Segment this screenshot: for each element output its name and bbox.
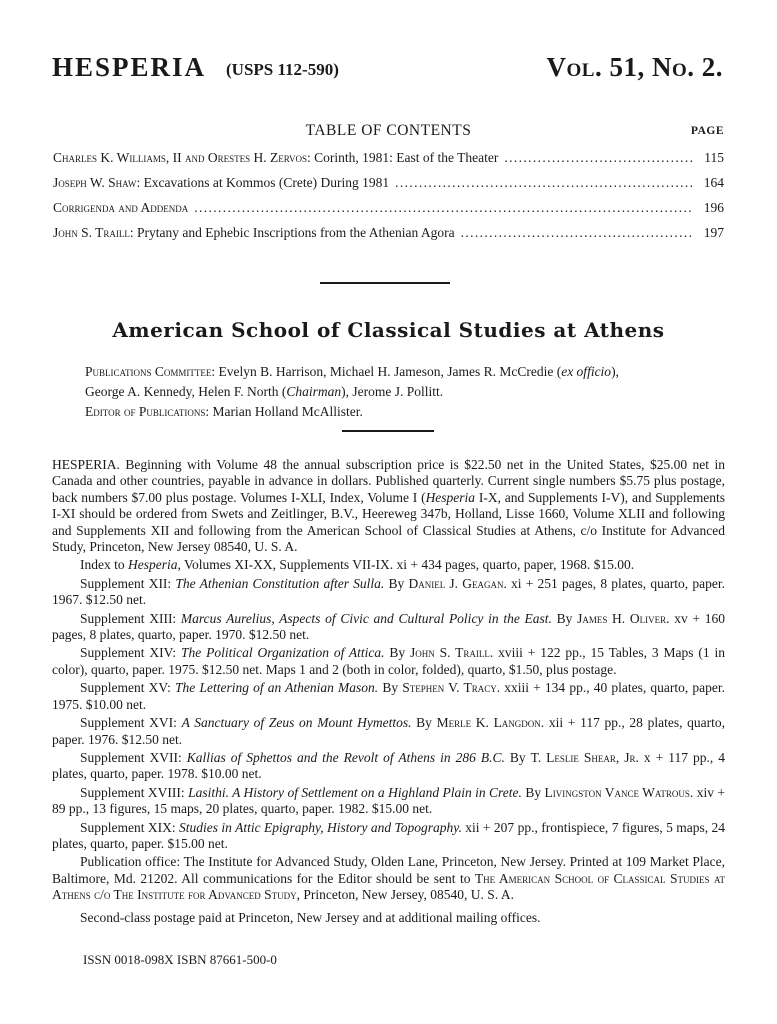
supplement-details: xii + 207 pp., frontispiece, 7 figures, 5 maps, 24 plates, quarto, paper. $15.00 net. [52, 819, 725, 851]
toc-entry-title: : Excavations at Kommos (Crete) During 1981 [136, 175, 390, 190]
supplement-entry [52, 680, 725, 713]
leader-dots [194, 200, 692, 216]
supplement-details: xxiii + 134 pp., 40 plates, quarto, paper. 1975. $10.00 net. [52, 680, 726, 712]
subscription-info [52, 457, 725, 926]
index-italic: Hesperia, [128, 557, 181, 573]
intro-italic: Hesperia [425, 489, 476, 505]
supplement-label: Supplement XII: [80, 575, 176, 591]
chairman-note: Chairman [286, 384, 342, 399]
supplement-title: Kallias of Sphettos and the Revolt of Athens in 286 B.C. [186, 749, 505, 765]
supplement-label: Supplement XVI: [80, 715, 182, 731]
school-name: American School of Classical Studies at Athens [112, 318, 665, 342]
leader-dots [461, 225, 692, 241]
supplement-entry [52, 611, 725, 644]
supplement-label: Supplement XVIII: [80, 784, 189, 800]
toc-entry-page: 197 [703, 225, 724, 240]
supplement-details: xiv + 89 pp., 13 figures, 15 maps, 20 plates, quarto, paper. 1982. $15.00 net. [52, 784, 725, 817]
publication-office-text: Publication office: The Institute for Advanced Study, Olden Lane, Princeton, New Jersey. Printed at 109 Market Place, Baltimore, Md. 21202. All communications for the Editor should be sent to [52, 854, 725, 886]
ex-officio-note: ex officio [561, 364, 612, 379]
index-post: Volumes XI-XX, Supplements VII-IX. xi + 434 pages, quarto, paper, 1968. $15.00. [180, 557, 635, 573]
committee-label: Publications Committee [85, 364, 212, 379]
index-pre: Index to [80, 557, 128, 573]
supplement-title: The Political Organization of Attica. [180, 645, 385, 661]
editor-name: : Marian Holland McAllister. [205, 404, 363, 419]
divider [342, 430, 434, 432]
supplement-title: Lasithi. A History of Settlement on a Highland Plain in Crete. [188, 784, 522, 800]
supplement-details: xi + 251 pages, 8 plates, quarto, paper. 1967. $12.50 net. [52, 575, 725, 608]
toc-entry[interactable] [53, 200, 724, 220]
supplement-details: xviii + 122 pp., 15 Tables, 3 Maps (1 in color), quarto, paper. 1975. $12.50 net. Maps 1 and 2 (both in color, folded), quarto, $1.50, plus postage. [52, 645, 725, 677]
toc-entry-page: 164 [703, 175, 724, 190]
supplement-title: A Sanctuary of Zeus on Mount Hymettos. [181, 715, 412, 731]
toc-entry-authors: Corrigenda and Addenda [53, 200, 189, 215]
supplement-label: Supplement XIV: [80, 645, 181, 661]
toc-entry-authors: Charles K. Williams, II and Orestes H. Zervos [53, 150, 308, 165]
supplement-by: By [384, 575, 409, 591]
supplement-author: James H. Oliver. [577, 610, 670, 626]
supplement-title: The Lettering of an Athenian Mason. [175, 680, 379, 696]
toc-entry-authors: John S. Traill [53, 225, 130, 240]
leader-dots [504, 150, 692, 166]
intro-text: HESPERIA. Beginning with Volume 48 the annual subscription price is $22.50 net in the United States, $25.00 net in Canada and other countries, payable in advance in dollars. Published quarterly. Current single numbers $5.75 plus postage, back numbers $7.00 plus postage. Volumes I-XLI, Index, Volume I ( [52, 457, 725, 505]
intro-text-rest: I-X, and Supplements I-V), and Supplements I-XI should be ordered from Swets and Zeitlinger, B.V., Heereweg 347b, Holland, Lisse 1660, Volume XLII and following and Supplements XII and following from the American School of Classical Studies at Athens, c/o Institute for Advanced Study, Princeton, New Jersey 08540, U. S. A. [52, 489, 725, 555]
supplement-label: Supplement XIX: [80, 819, 180, 835]
editor-of-publications [85, 402, 727, 422]
postage-note [52, 910, 725, 926]
supplement-label: Supplement XIII: [80, 610, 181, 626]
supplement-author: Merle K. Langdon. [436, 715, 545, 731]
volume-number: Vol. 51, No. 2. [546, 52, 723, 82]
toc-entry[interactable] [53, 175, 724, 195]
publication-office [52, 854, 725, 903]
supplement-author: John S. Traill. [410, 645, 494, 661]
supplement-by: By [551, 610, 578, 626]
supplement-by: By [384, 645, 411, 661]
supplement-author: Daniel J. Geagan. [408, 575, 507, 591]
committee-members-1-end: ), [611, 364, 619, 379]
supplement-author: Livingston Vance Watrous. [544, 784, 694, 800]
supplement-details: x + 117 pp., 4 plates, quarto, paper. 1978. $10.00 net. [52, 749, 725, 782]
issn-isbn: ISSN 0018-098X ISBN 87661-500-0 [83, 952, 277, 967]
toc-page-label: PAGE [690, 125, 724, 137]
publication-office-address: The American School of Classical Studies at Athens c/o The Institute for Advanced Study, [52, 870, 725, 903]
supplement-label: Supplement XVII: [80, 749, 187, 765]
toc-entry-authors: Joseph W. Shaw [53, 175, 137, 190]
toc-entry-title: : Prytany and Ephebic Inscriptions from the Athenian Agora [129, 225, 455, 240]
supplement-details: xv + 160 pages, 8 plates, quarto, paper. 1970. $12.50 net. [52, 610, 725, 643]
supplement-title: The Athenian Constitution after Sulla. [175, 575, 385, 591]
usps-number: (USPS 112-590) [226, 60, 339, 79]
supplement-title: Studies in Attic Epigraphy, History and Topography. [179, 819, 462, 835]
supplement-author: T. Leslie Shear, Jr. [530, 749, 639, 765]
supplement-entry [52, 576, 725, 609]
supplement-by: By [521, 784, 545, 800]
supplement-by: By [504, 749, 531, 765]
journal-title: HESPERIA [52, 52, 207, 82]
toc-entry-page: 115 [704, 150, 724, 165]
toc-entry-page: 196 [703, 200, 724, 215]
supplement-entry [52, 820, 725, 853]
toc-entry[interactable] [53, 225, 724, 245]
divider [320, 282, 450, 284]
committee-members-1: : Evelyn B. Harrison, Michael H. Jameson, James R. McCredie ( [211, 364, 562, 379]
supplement-entry [52, 715, 725, 748]
committee-members-2: George A. Kennedy, Helen F. North ( [85, 384, 287, 399]
supplement-entry [52, 645, 725, 678]
publications-committee-cont [85, 382, 727, 402]
supplement-label: Supplement XV: [80, 680, 176, 696]
supplement-entry [52, 750, 725, 783]
supplement-by: By [378, 680, 403, 696]
index-entry [52, 557, 725, 573]
supplement-title: Marcus Aurelius, Aspects of Civic and Cultural Policy in the East. [180, 610, 552, 626]
supplement-by: By [411, 715, 437, 731]
leader-dots [395, 175, 692, 191]
toc-entry[interactable] [53, 150, 724, 170]
publications-committee [85, 362, 727, 382]
publication-office-end: Princeton, New Jersey, 08540, U. S. A. [299, 887, 514, 903]
supplement-author: Stephen V. Tracy. [402, 680, 501, 696]
intro-paragraph [52, 457, 725, 555]
toc-entry-title: : Corinth, 1981: East of the Theater [307, 150, 499, 165]
supplement-details: xii + 117 pp., 28 plates, quarto, paper. 1976. $12.50 net. [52, 715, 725, 747]
toc-heading: TABLE OF CONTENTS [305, 122, 472, 139]
editor-label: Editor of Publications [85, 404, 206, 419]
supplement-entry [52, 785, 725, 818]
postage-text: Second-class postage paid at Princeton, New Jersey and at additional mailing offices. [80, 909, 541, 925]
committee-members-2-end: ), Jerome J. Pollitt. [341, 384, 444, 399]
